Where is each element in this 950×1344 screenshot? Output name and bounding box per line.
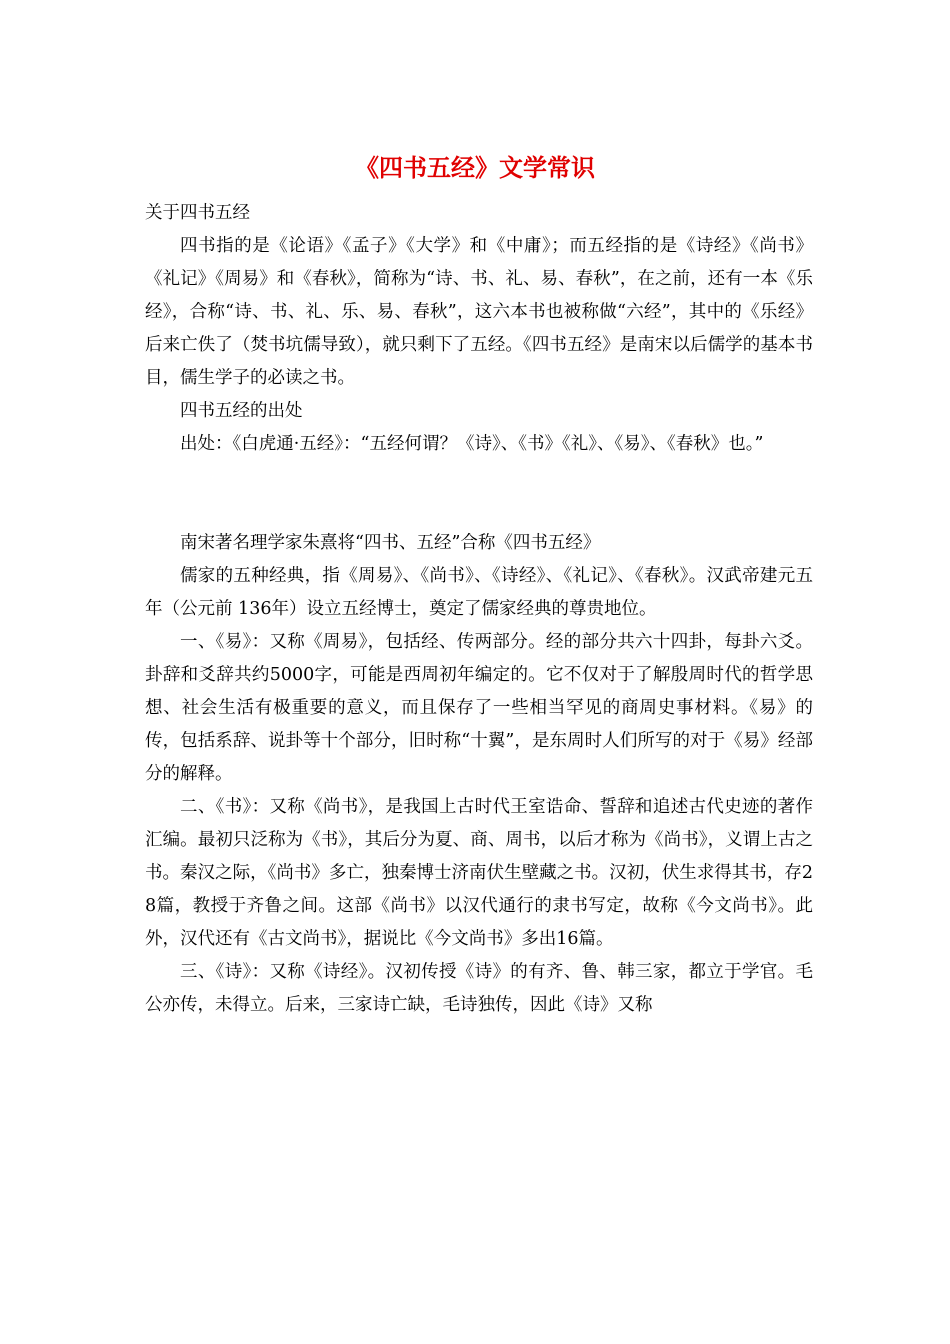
paragraph-yi: 一、《易》：又称《周易》，包括经、传两部分。经的部分共六十四卦，每卦六爻。卦辞和爻辞共约5000字，可能是西周初年编定的。它不仅对于了解殷周时代的哲学思想、社会生活有极重要的意义，而且保存了一些相当罕见的商周史事材料。《易》的传，包括系辞、说卦等十个部分，旧时称“十翼”，是东周时人们所写的对于《易》经部分的解释。: [145, 632, 813, 784]
section-heading-origin: 四书五经的出处: [180, 401, 303, 421]
paragraph-four-books-intro: 四书指的是《论语》《孟子》《大学》和《中庸》；而五经指的是《诗经》《尚书》《礼记》《周易》和《春秋》，简称为“诗、书、礼、易、春秋”，在之前，还有一本《乐经》，合称“诗、书、礼、乐、易、春秋”，这六本书也被称做“六经”，其中的《乐经》后来亡佚了（焚书坑儒导致），就只剩下了五经。《四书五经》是南宋以后儒学的基本书目，儒生学子的必读之书。: [145, 236, 813, 388]
paragraph-shu: 二、《书》：又称《尚书》，是我国上古时代王室诰命、誓辞和追述古代史迹的著作汇编。最初只泛称为《书》，其后分为夏、商、周书，以后才称为《尚书》，义谓上古之书。秦汉之际，《尚书》多亡，独秦博士济南伏生壁藏之书。汉初，伏生求得其书，存28篇，教授于齐鲁之间。这部《尚书》以汉代通行的隶书写定，故称《今文尚书》。此外，汉代还有《古文尚书》，据说比《今文尚书》多出16篇。: [145, 797, 813, 949]
paragraph-zhu-xi: 南宋著名理学家朱熹将“四书、五经”合称《四书五经》: [180, 533, 601, 553]
paragraph-origin-quote: 出处：《白虎通·五经》：“五经何谓？《诗》、《书》《礼》、《易》、《春秋》也。”: [180, 434, 764, 454]
page-title: 《四书五经》文学常识: [355, 153, 595, 182]
section-heading-intro: 关于四书五经: [145, 203, 250, 223]
document-body: [145, 197, 813, 1022]
paragraph-shi: 三、《诗》：又称《诗经》。汉初传授《诗》的有齐、鲁、韩三家，都立于学官。毛公亦传，未得立。后来，三家诗亡缺，毛诗独传，因此《诗》又称: [145, 962, 813, 1015]
paragraph-five-classics: 儒家的五种经典，指《周易》、《尚书》、《诗经》、《礼记》、《春秋》。汉武帝建元五年（公元前 136年）设立五经博士，奠定了儒家经典的尊贵地位。: [145, 566, 813, 619]
blank-line: [145, 494, 813, 527]
blank-line: [145, 461, 813, 494]
